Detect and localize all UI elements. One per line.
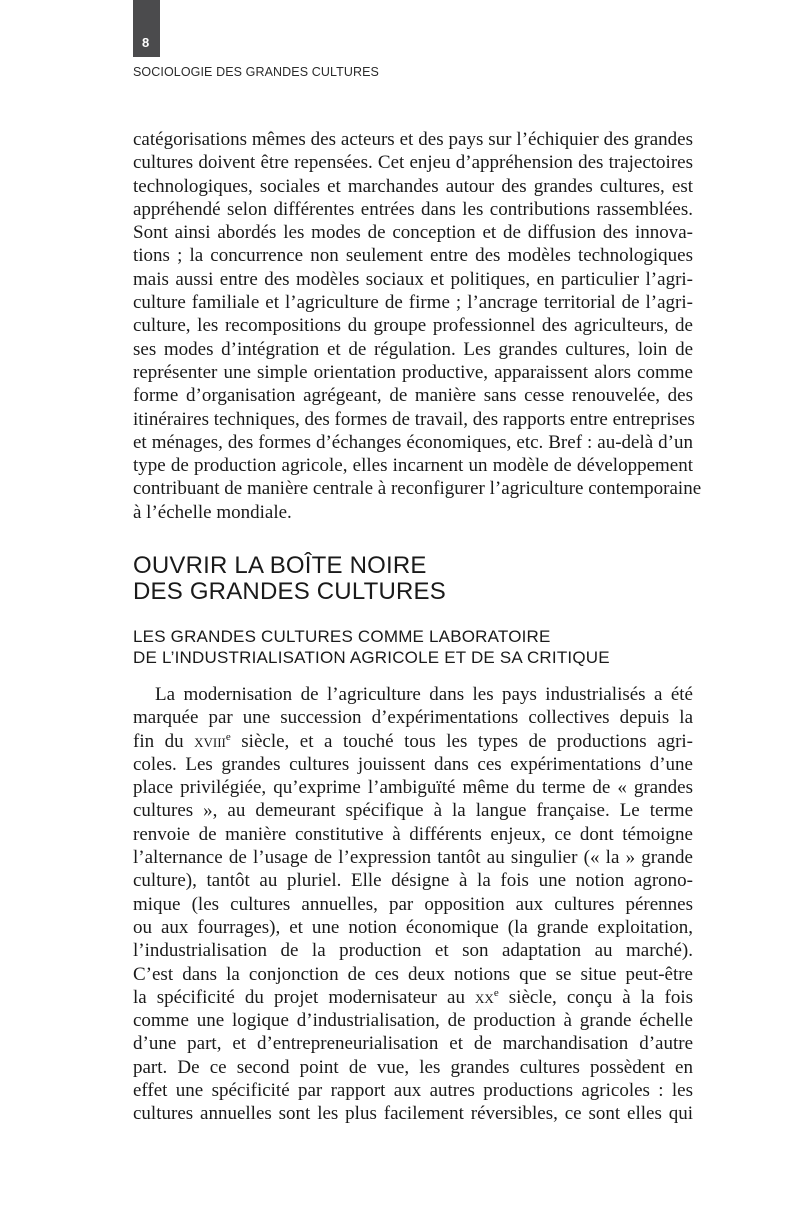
- text-line: tions ; la concurrence non seulement entre des modèles technologiques: [133, 245, 693, 267]
- text-line: La modernisation de l’agriculture dans les pays industrialisés a été: [155, 684, 693, 705]
- text-line: à l’échelle mondiale.: [133, 501, 292, 523]
- superscript: e: [493, 986, 499, 999]
- text-line: cultures doivent être repensées. Cet enjeu d’appréhension des trajectoires: [133, 152, 693, 174]
- text-line: coles. Les grandes cultures jouissent dans ces expérimentations d’une: [133, 753, 693, 775]
- intro-paragraph: [133, 128, 702, 524]
- text-line: l’industrialisation de la production et son adaptation au marché).: [133, 940, 693, 962]
- body-paragraph: [133, 683, 693, 1126]
- superscript: e: [225, 730, 231, 743]
- text-line: C’est dans la conjonction de ces deux notions que se situe peut-être: [133, 963, 693, 985]
- text-line: et ménages, des formes d’échanges économiques, etc. Bref : au-delà d’un: [133, 431, 693, 453]
- text-line: culture, les recompositions du groupe professionnel des agriculteurs, de: [133, 315, 693, 337]
- text-line: catégorisations mêmes des acteurs et des pays sur l’échiquier des grandes: [133, 129, 693, 150]
- text-line: mais aussi entre des modèles sociaux et politiques, en particulier l’agri-: [133, 268, 693, 290]
- text-line: part. De ce second point de vue, les grandes cultures possèdent en: [133, 1056, 693, 1078]
- text-line: ses modes d’intégration et de régulation. Les grandes cultures, loin de: [133, 338, 693, 360]
- century-numeral: xviii: [194, 730, 226, 752]
- section-heading-line: OUVRIR LA BOÎTE NOIRE: [133, 552, 427, 579]
- text-line: culture), tantôt au pluriel. Elle désigne à la fois une notion agrono-: [133, 870, 693, 892]
- text-line: Sont ainsi abordés les modes de conception et de diffusion des innova-: [133, 222, 693, 244]
- subsection-heading: [133, 626, 610, 668]
- subsection-heading-line: LES GRANDES CULTURES COMME LABORATOIRE: [133, 627, 551, 646]
- text-line: mique (les cultures annuelles, par opposition aux cultures pérennes: [133, 893, 693, 915]
- text-fragment: la spécificité du projet modernisateur au: [133, 986, 476, 1008]
- text-fragment: siècle, conçu à la fois: [498, 986, 694, 1008]
- page-number: 8: [142, 35, 150, 50]
- subsection-heading-line: DE L’INDUSTRIALISATION AGRICOLE ET DE SA CRITIQUE: [133, 648, 610, 667]
- text-line: cultures annuelles sont les plus facilement réversibles, ce sont elles qui: [133, 1103, 693, 1125]
- text-line: cultures », au demeurant spécifique à la langue française. Le terme: [133, 800, 693, 822]
- text-line: [133, 730, 693, 753]
- text-line: [133, 986, 693, 1009]
- text-line: technologiques, sociales et marchandes autour des grandes cultures, est: [133, 175, 693, 197]
- text-line: d’une part, et d’entrepreneurialisation et de marchandisation d’autre: [133, 1033, 693, 1055]
- text-fragment: siècle, et a touché tous les types de productions agri-: [230, 730, 694, 752]
- text-line: place privilégiée, qu’exprime l’ambiguïté même du terme de « grandes: [133, 777, 693, 799]
- text-line: forme d’organisation agrégeant, de manière sans cesse renouvelée, des: [133, 385, 693, 407]
- section-heading: [133, 553, 446, 605]
- running-title: SOCIOLOGIE DES GRANDES CULTURES: [133, 65, 379, 79]
- text-line: contribuant de manière centrale à reconfigurer l’agriculture contemporaine: [133, 478, 702, 500]
- text-line: appréhendé selon différentes entrées dans les contributions rassemblées.: [133, 198, 693, 220]
- text-line: comme une logique d’industrialisation, de production à grande échelle: [133, 1010, 693, 1032]
- text-line: ou aux fourrages), et une notion économique (la grande exploitation,: [133, 916, 693, 938]
- text-line: effet une spécificité par rapport aux autres productions agricoles : les: [133, 1080, 693, 1102]
- text-line: l’alternance de l’usage de l’expression tantôt au singulier (« la » grande: [133, 847, 693, 869]
- section-heading-line: DES GRANDES CULTURES: [133, 578, 446, 605]
- century-numeral: xx: [475, 986, 494, 1008]
- text-line: représenter une simple orientation productive, apparaissent alors comme: [133, 361, 693, 383]
- text-fragment: fin du: [133, 730, 195, 752]
- text-line: culture familiale et l’agriculture de firme ; l’ancrage territorial de l’agri-: [133, 292, 693, 314]
- text-line: type de production agricole, elles incarnent un modèle de développement: [133, 455, 693, 477]
- text-line: marquée par une succession d’expérimentations collectives depuis la: [133, 707, 693, 729]
- text-line: itinéraires techniques, des formes de travail, des rapports entre entreprises: [133, 408, 695, 430]
- text-line: renvoie de manière constitutive à différents enjeux, ce dont témoigne: [133, 823, 693, 845]
